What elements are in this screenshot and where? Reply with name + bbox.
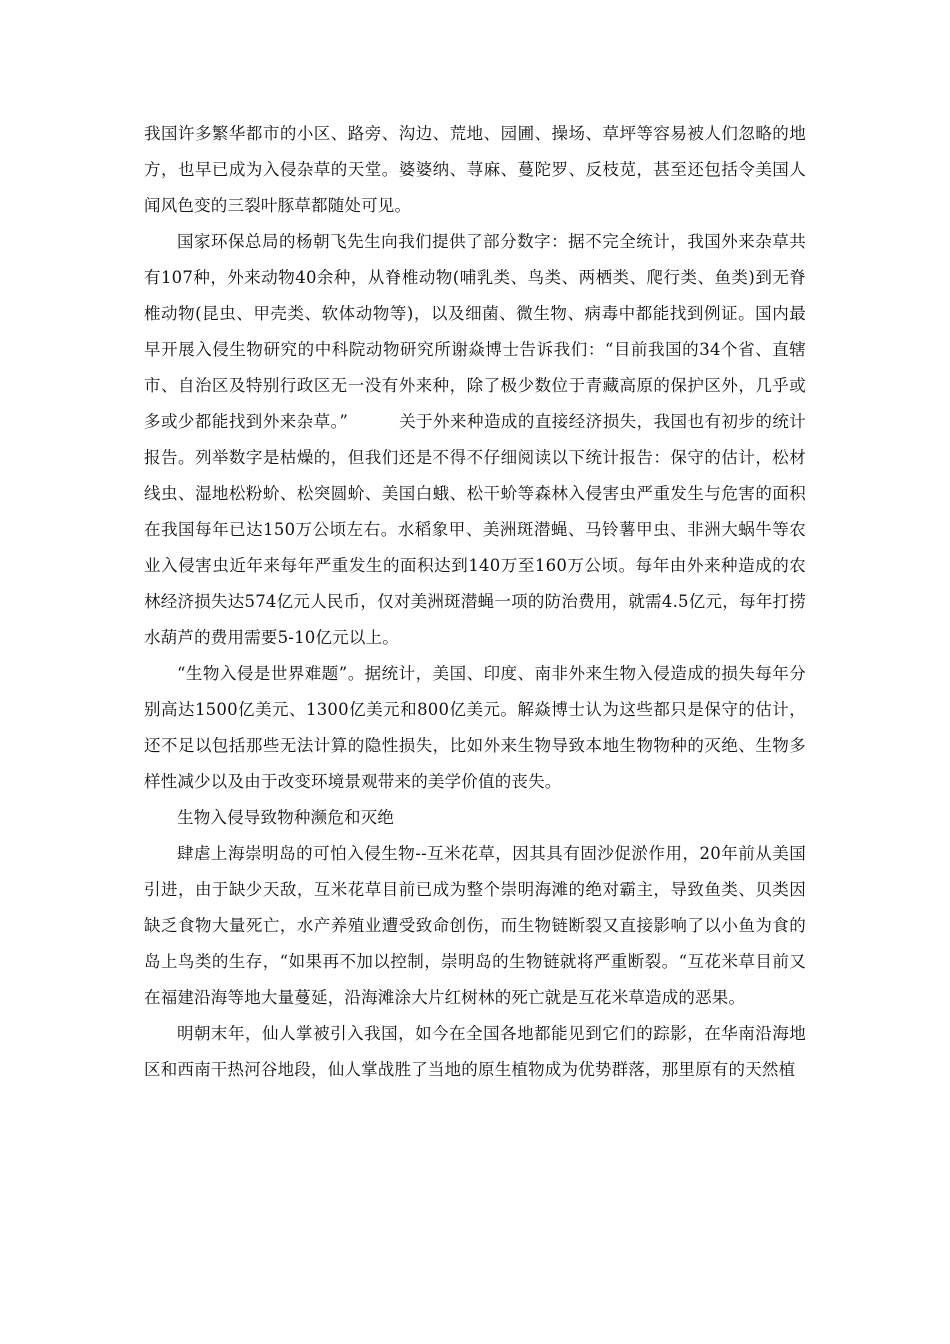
paragraph-5: 明朝末年，仙人掌被引入我国，如今在全国各地都能见到它们的踪影，在华南沿海地区和西南干热河谷地段，仙人掌战胜了当地的原生植物成为优势群落，那里原有的天然植 bbox=[144, 1024, 806, 1079]
paragraph-4: 肆虐上海崇明岛的可怕入侵生物--互米花草，因其具有固沙促淤作用，20年前从美国引进，由于缺少天敌，互米花草目前已成为整个崇明海滩的绝对霸主，导致鱼类、贝类因缺乏食物大量死亡，水产养殖业遭受致命创伤，而生物链断裂又直接影响了以小鱼为食的岛上鸟类的生存，“如果再不加以控制，崇明岛的生物链就将严重断裂。“互花米草目前又在福建沿海等地大量蔓延，沿海滩涂大片红树林的死亡就是互花米草造成的恶果。 bbox=[144, 844, 806, 1007]
document-body bbox=[144, 116, 806, 1088]
paragraph-1: 我国许多繁华都市的小区、路旁、沟边、荒地、园圃、操场、草坪等容易被人们忽略的地方，也早已成为入侵杂草的天堂。婆婆纳、荨麻、蔓陀罗、反枝苋，甚至还包括令美国人闻风色变的三裂叶豚草都随处可见。 bbox=[144, 124, 806, 215]
section-heading: 生物入侵导致物种濒危和灭绝 bbox=[177, 808, 395, 827]
paragraph-2: 国家环保总局的杨朝飞先生向我们提供了部分数字：据不完全统计，我国外来杂草共有107种，外来动物40余种，从脊椎动物(哺乳类、鸟类、两栖类、爬行类、鱼类)到无脊椎动物(昆虫、甲壳类、软体动物等)，以及细菌、微生物、病毒中都能找到例证。国内最早开展入侵生物研究的中科院动物研究所谢焱博士告诉我们：“目前我国的34个省、直辖市、自治区及特别行政区无一没有外来种，除了极少数位于青藏高原的保护区外，几乎或多或少都能找到外来杂草。” 关于外来种造成的直接经济损失，我国也有初步的统计报告。列举数字是枯燥的，但我们还是不得不仔细阅读以下统计报告：保守的估计，松材线虫、湿地松粉蚧、松突圆蚧、美国白蛾、松干蚧等森林入侵害虫严重发生与危害的面积在我国每年已达150万公顷左右。水稻象甲、美洲斑潜蝇、马铃薯甲虫、非洲大蜗牛等农业入侵害虫近年来每年严重发生的面积达到140万至160万公顷。每年由外来种造成的农林经济损失达574亿元人民币，仅对美洲斑潜蝇一项的防治费用，就需4.5亿元，每年打捞水葫芦的费用需要5-10亿元以上。 bbox=[144, 232, 806, 647]
paragraph-3: “生物入侵是世界难题”。据统计，美国、印度、南非外来生物入侵造成的损失每年分别高达1500亿美元、1300亿美元和800亿美元。解焱博士认为这些都只是保守的估计，还不足以包括那些无法计算的隐性损失，比如外来生物导致本地生物物种的灭绝、生物多样性减少以及由于改变环境景观带来的美学价值的丧失。 bbox=[144, 664, 806, 791]
